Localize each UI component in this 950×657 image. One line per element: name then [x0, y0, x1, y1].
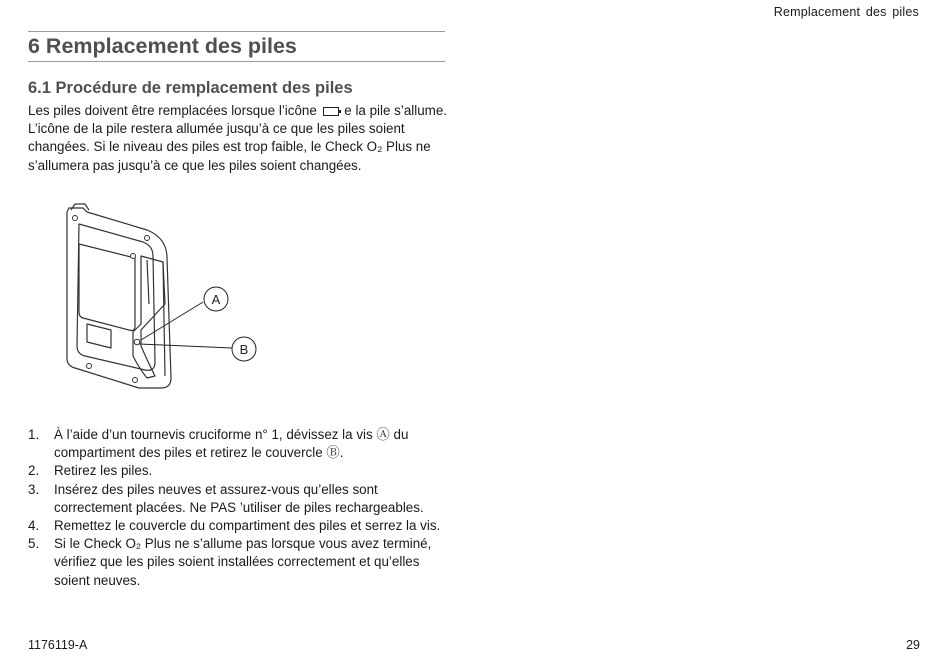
chapter-title: 6 Remplacement des piles [28, 34, 297, 58]
callout-a-leader [141, 302, 203, 340]
step-item [28, 462, 458, 480]
callout-b-label: B [239, 342, 249, 357]
screw-mid-right [131, 254, 136, 259]
step-item [28, 535, 458, 590]
section-title: 6.1 Procédure de remplacement des piles [28, 79, 353, 97]
steps-list [28, 426, 458, 590]
battery-cover-seam [147, 260, 149, 304]
device-window [79, 244, 135, 331]
step-number: 1. [28, 427, 40, 442]
battery-icon [323, 107, 339, 116]
document-number: 1176119-A [28, 638, 88, 652]
page-number: 29 [906, 638, 920, 652]
callout-b-leader [139, 344, 232, 348]
battery-cover [133, 256, 165, 378]
screw-top-right [145, 236, 150, 241]
screw-top-left [73, 216, 78, 221]
device-label [87, 324, 111, 348]
step-text: Retirez les piles. [54, 463, 153, 479]
step-number: 2. [28, 463, 40, 479]
screw-bottom-right [133, 378, 138, 383]
step-text: Remettez le couvercle du compartiment des piles et serrez la vis. [54, 518, 441, 534]
step-text: À l’aide d’un tournevis cruciforme n° 1, dévissez la vis Ⓐ du compartiment des piles et retirez le couvercle Ⓑ. [54, 427, 409, 461]
step-item [28, 481, 458, 517]
step-text: Si le Check O₂ Plus ne s’allume pas lorsque vous avez terminé, vérifiez que les piles soient installées correctement et qu’elles soient neuves. [54, 536, 432, 588]
intro-text-start: Les piles doivent être remplacées lorsque l’icône [28, 103, 317, 118]
intro-text-end: e la pile s’allume. L’icône de la pile restera allumée jusqu’à ce que les piles soient changées. Si le niveau des piles est trop faible, le Check O₂ Plus ne s’allumera pas jusqu’à ce que les piles soient changées. [28, 103, 447, 173]
step-text: Insérez des piles neuves et assurez-vous qu’elles sont correctement placées. Ne PAS ’utiliser de piles rechargeables. [54, 481, 424, 515]
step-item [28, 426, 458, 462]
title-rule-top [28, 31, 445, 32]
step-number: 3. [28, 481, 40, 497]
step-item [28, 517, 458, 535]
title-rule-bottom [28, 61, 445, 62]
callout-a-label: A [211, 292, 221, 307]
device-top-nub [71, 204, 89, 210]
step-number: 5. [28, 536, 40, 552]
screw-bottom-left [87, 364, 92, 369]
battery-cover-illustration [55, 200, 265, 400]
screw-battery-cover [134, 339, 140, 345]
step-number: 4. [28, 518, 40, 534]
running-header: Remplacement des piles [773, 5, 919, 19]
intro-paragraph [28, 102, 452, 175]
